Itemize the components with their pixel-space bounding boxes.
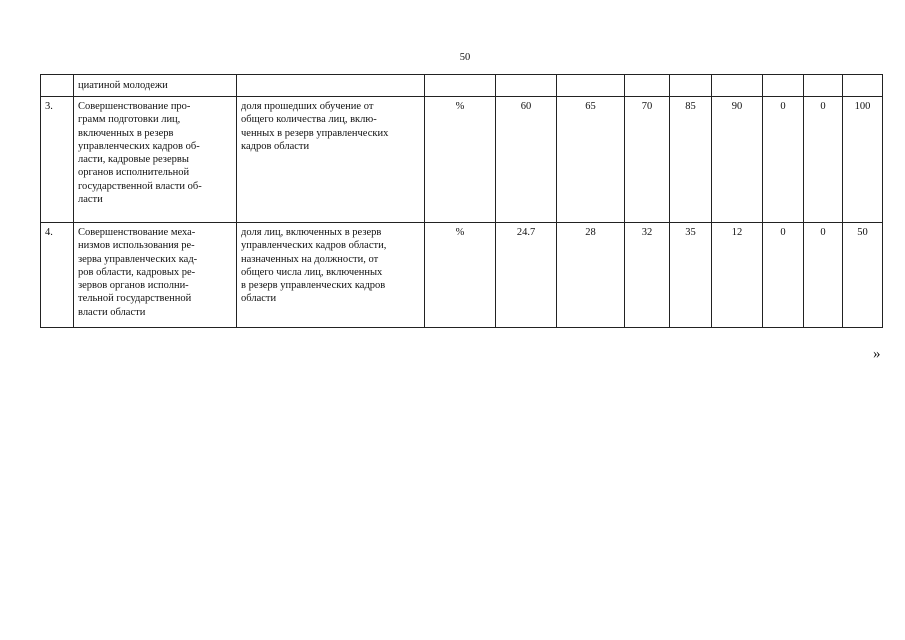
cell-value [763, 75, 804, 97]
cell-index: 4. [41, 223, 74, 328]
table-row-continued [41, 75, 883, 97]
cell-value [625, 75, 670, 97]
cell-unit [425, 75, 496, 97]
cell-value [557, 75, 625, 97]
cell-value: 85 [670, 97, 712, 223]
cell-name: циатиной молодежи [74, 75, 237, 97]
cell-value: 50 [843, 223, 883, 328]
cell-value: 32 [625, 223, 670, 328]
cell-value: 35 [670, 223, 712, 328]
cell-index [41, 75, 74, 97]
cell-value: 0 [804, 223, 843, 328]
cell-value [712, 75, 763, 97]
indicators-table [40, 74, 883, 328]
table-row [41, 223, 883, 328]
cell-value: 90 [712, 97, 763, 223]
table-row [41, 97, 883, 223]
page-number: 50 [459, 52, 471, 63]
cell-value: 0 [804, 97, 843, 223]
closing-quote-mark: » [873, 346, 881, 362]
cell-indicator [237, 75, 425, 97]
cell-value [496, 75, 557, 97]
cell-value: 60 [496, 97, 557, 223]
cell-value: 0 [763, 223, 804, 328]
cell-name: Совершенствование меха- низмов использования ре- зерва управленческих кад- ров области, кадровых ре- зервов органов исполни- тельной государственной власти области [74, 223, 237, 328]
cell-value [804, 75, 843, 97]
cell-value: 0 [763, 97, 804, 223]
cell-value: 12 [712, 223, 763, 328]
cell-value: 24.7 [496, 223, 557, 328]
cell-value [670, 75, 712, 97]
cell-indicator: доля лиц, включенных в резерв управленческих кадров области, назначенных на должности, от общего числа лиц, включенных в резерв управленческих кадров области [237, 223, 425, 328]
cell-value [843, 75, 883, 97]
cell-value: 28 [557, 223, 625, 328]
cell-value: 65 [557, 97, 625, 223]
cell-unit: % [425, 97, 496, 223]
cell-indicator: доля прошедших обучение от общего количества лиц, вклю- ченных в резерв управленческих кадров области [237, 97, 425, 223]
cell-unit: % [425, 223, 496, 328]
cell-name: Совершенствование про- грамм подготовки лиц, включенных в резерв управленческих кадров об- ласти, кадровые резервы органов исполнительной государственной власти об- ласти [74, 97, 237, 223]
cell-value: 70 [625, 97, 670, 223]
cell-value: 100 [843, 97, 883, 223]
cell-index: 3. [41, 97, 74, 223]
